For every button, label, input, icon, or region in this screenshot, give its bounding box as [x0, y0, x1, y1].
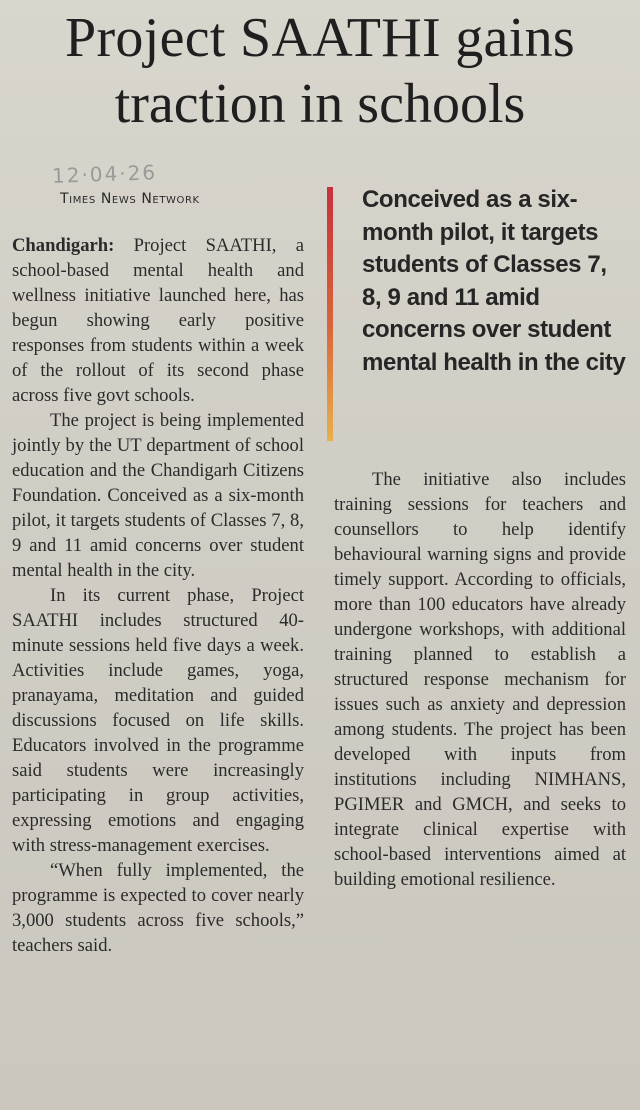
pullquote: Conceived as a six-month pilot, it targets students of Classes 7, 8, 9 and 11 amid concerns over student mental health in the city [362, 186, 626, 376]
paragraph-1-text: Project SAATHI, a school-based mental health and wellness initiative launched here, has begun showing early positive responses from students within a week of the rollout of its second phase across five govt schools. [12, 235, 304, 406]
headline-line-1: Project SAATHI gains [65, 7, 575, 69]
byline: Times News Network [60, 191, 200, 207]
headline-line-2: traction in schools [114, 73, 526, 135]
paragraph-2: The project is being implemented jointly by the UT department of school education and the Chandigarh Citizens Foundation. Conceived as a six-month pilot, it targets students of Classes 7, 8, 9 and 11 amid concerns over student mental health in the city. [12, 410, 304, 581]
article-column-left [12, 233, 304, 958]
paragraph-4: “When fully implemented, the programme is expected to cover nearly 3,000 students across five schools,” teachers said. [12, 860, 304, 956]
paragraph-5: The initiative also includes training sessions for teachers and counsellors to help identify behavioural warning signs and provide timely support. According to officials, more than 100 educators have already undergone workshops, with additional training planned to establish a structured response mechanism for issues such as anxiety and depression among students. The project has been developed with inputs from institutions including NIMHANS, PGIMER and GMCH, and seeks to integrate clinical expertise with school-based interventions aimed at building emotional resilience. [334, 469, 626, 890]
dateline: Chandigarh: [12, 235, 115, 256]
paragraph-1 [12, 233, 304, 408]
pullquote-accent-bar [327, 187, 333, 441]
handwritten-date: 12·04·26 [51, 160, 158, 188]
headline [0, 6, 640, 138]
article-column-right [334, 467, 626, 892]
paragraph-3: In its current phase, Project SAATHI includes structured 40-minute sessions held five days a week. Activities include games, yoga, pranayama, meditation and guided discussions focused on life skills. Educators involved in the programme said students were increasingly participating in group activities, expressing emotions and engaging with stress-management exercises. [12, 585, 304, 856]
